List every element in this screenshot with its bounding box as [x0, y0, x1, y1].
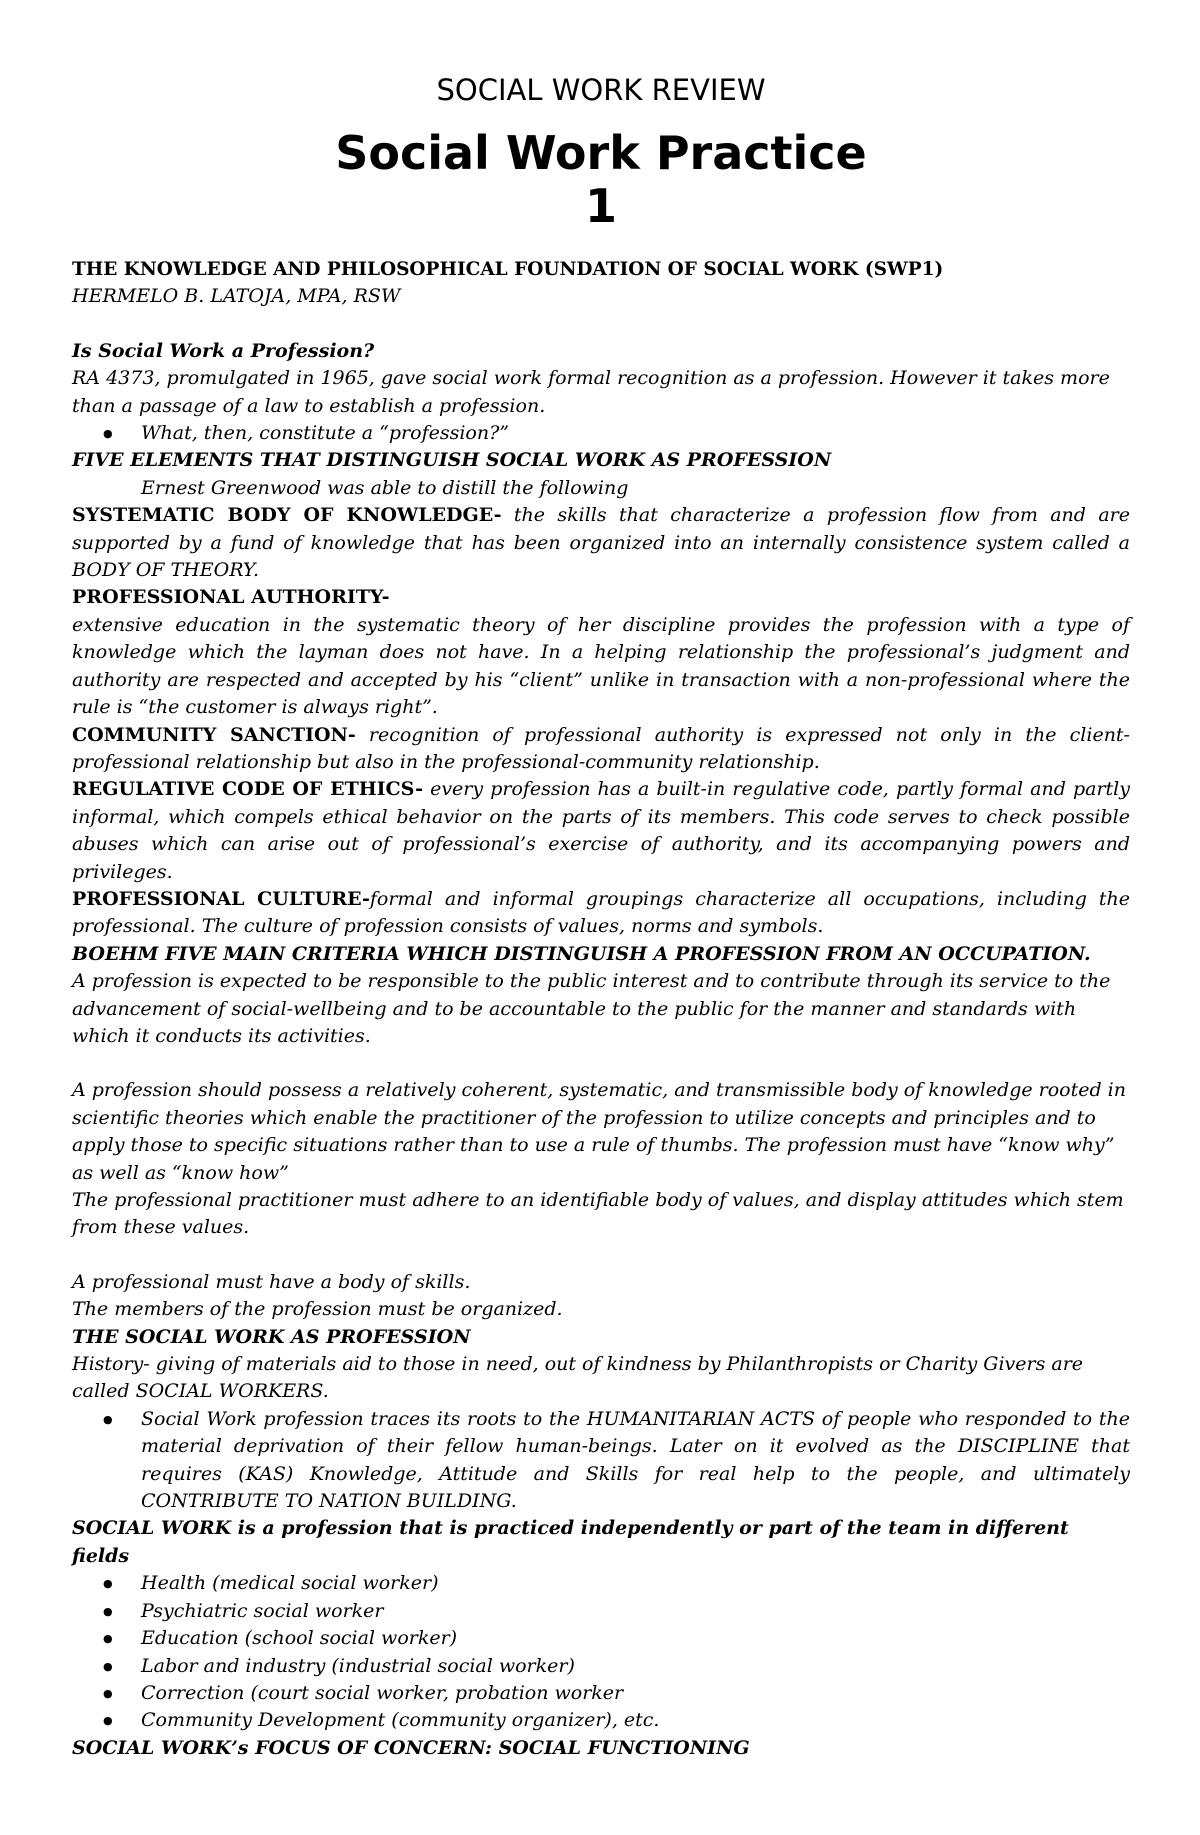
document-page [72, 70, 1130, 1762]
list-item: ● Community Development (community organizer), etc. [72, 1707, 1130, 1734]
element-term: COMMUNITY SANCTION- [72, 723, 356, 746]
element-community-sanction [72, 722, 1130, 777]
five-elements-source: Ernest Greenwood was able to distill the following [141, 476, 629, 499]
element-term: REGULATIVE CODE OF ETHICS- [72, 778, 423, 801]
fields-list [72, 1570, 1130, 1734]
intro-text: RA 4373, promulgated in 1965, gave social work formal recognition as a profession. However it takes more than a passage of a law to establish a profession. [72, 367, 1110, 417]
intro-bullet-list [72, 420, 1130, 447]
element-desc: every profession has a built-in regulative code, partly formal and partly informal, which compels ethical behavior on the parts of its members. This code serves to check possible abuses which can arise out of professional’s exercise of authority, and its accompanying powers and privileges. [72, 778, 1130, 883]
boehm-criterion-5: The members of the profession must be organized. [72, 1298, 563, 1321]
element-professional-culture [72, 886, 1130, 941]
list-item: ● What, then, constitute a “profession?” [72, 420, 1130, 447]
document-subtitle: THE KNOWLEDGE AND PHILOSOPHICAL FOUNDATION OF SOCIAL WORK (SWP1) [72, 259, 944, 280]
boehm-criterion-2: A profession should possess a relatively coherent, systematic, and transmissible body of knowledge rooted in scientific theories which enable the practitioner of the profession to utilize concepts and principles and to apply those to specific situations rather than to use a rule of thumbs. The profession must have “know why” as well as “know how” [72, 1079, 1126, 1184]
list-item: ● Education (school social worker) [72, 1625, 1130, 1652]
element-desc: extensive education in the systematic theory of her discipline provides the profession with a type of knowledge which the layman does not have. In a helping relationship the professional’s judgment and authority are respected and accepted by his “client” unlike in transaction with a non-professional where the rule is “the customer is always right”. [72, 613, 1130, 719]
list-item: ● Health (medical social worker) [72, 1570, 1130, 1597]
element-desc: the skills that characterize a profession flow from and are supported by a fund of knowledge that has been organized into an internally consistence system called a BODY OF THEORY. [72, 504, 1130, 582]
element-term: SYSTEMATIC BODY OF KNOWLEDGE- [72, 504, 502, 527]
author-line: HERMELO B. LATOJA, MPA, RSW [72, 285, 401, 308]
element-desc: recognition of professional authority is expressed not only in the client-professional relationship but also in the professional-community relationship. [72, 723, 1130, 773]
list-item: ● Psychiatric social worker [72, 1598, 1130, 1625]
list-item: ● Social Work profession traces its roots to the HUMANITARIAN ACTS of people who responded to the material deprivation of their fellow human-beings. Later on it evolved as the DISCIPLINE that requires (KAS) Knowledge, Attitude and Skills for real help to the people, and ultimately CONTRIBUTE TO NATION BUILDING. [72, 1406, 1130, 1516]
intro-question: Is Social Work a Profession? [72, 339, 375, 362]
element-systematic-knowledge [72, 502, 1130, 584]
element-term: PROFESSIONAL CULTURE- [72, 887, 370, 910]
boehm-heading: BOEHM FIVE MAIN CRITERIA WHICH DISTINGUISH A PROFESSION FROM AN OCCUPATION. [72, 942, 1091, 965]
list-item: ● Correction (court social worker, probation worker [72, 1680, 1130, 1707]
boehm-criterion-1: A profession is expected to be responsible to the public interest and to contribute through its service to the advancement of social-wellbeing and to be accountable to the public for the manner and standards with which it conducts its activities. [72, 970, 1111, 1047]
boehm-criterion-3: The professional practitioner must adhere to an identifiable body of values, and display attitudes which stem from these values. [72, 1189, 1124, 1239]
sw-profession-bullet-list [72, 1406, 1130, 1516]
element-desc: formal and informal groupings characterize all occupations, including the professional. The culture of profession consists of values, norms and symbols. [72, 887, 1131, 938]
fields-heading: SOCIAL WORK is a profession that is practiced independently or part of the team in different fields [72, 1517, 1069, 1567]
focus-heading: SOCIAL WORK’s FOCUS OF CONCERN: SOCIAL FUNCTIONING [72, 1736, 750, 1759]
element-code-of-ethics [72, 776, 1130, 886]
page-title: Social Work Practice 1 [335, 126, 867, 233]
element-term: PROFESSIONAL AUTHORITY- [72, 586, 390, 609]
review-label: SOCIAL WORK REVIEW [436, 73, 766, 107]
boehm-criterion-4: A professional must have a body of skills. [72, 1270, 471, 1293]
five-elements-heading: FIVE ELEMENTS THAT DISTINGUISH SOCIAL WORK AS PROFESSION [72, 449, 832, 472]
list-item: ● Labor and industry (industrial social worker) [72, 1653, 1130, 1680]
sw-history: History- giving of materials aid to those in need, out of kindness by Philanthropists or Charity Givers are called SOCIAL WORKERS. [72, 1353, 1084, 1403]
sw-profession-heading: THE SOCIAL WORK AS PROFESSION [72, 1325, 471, 1348]
